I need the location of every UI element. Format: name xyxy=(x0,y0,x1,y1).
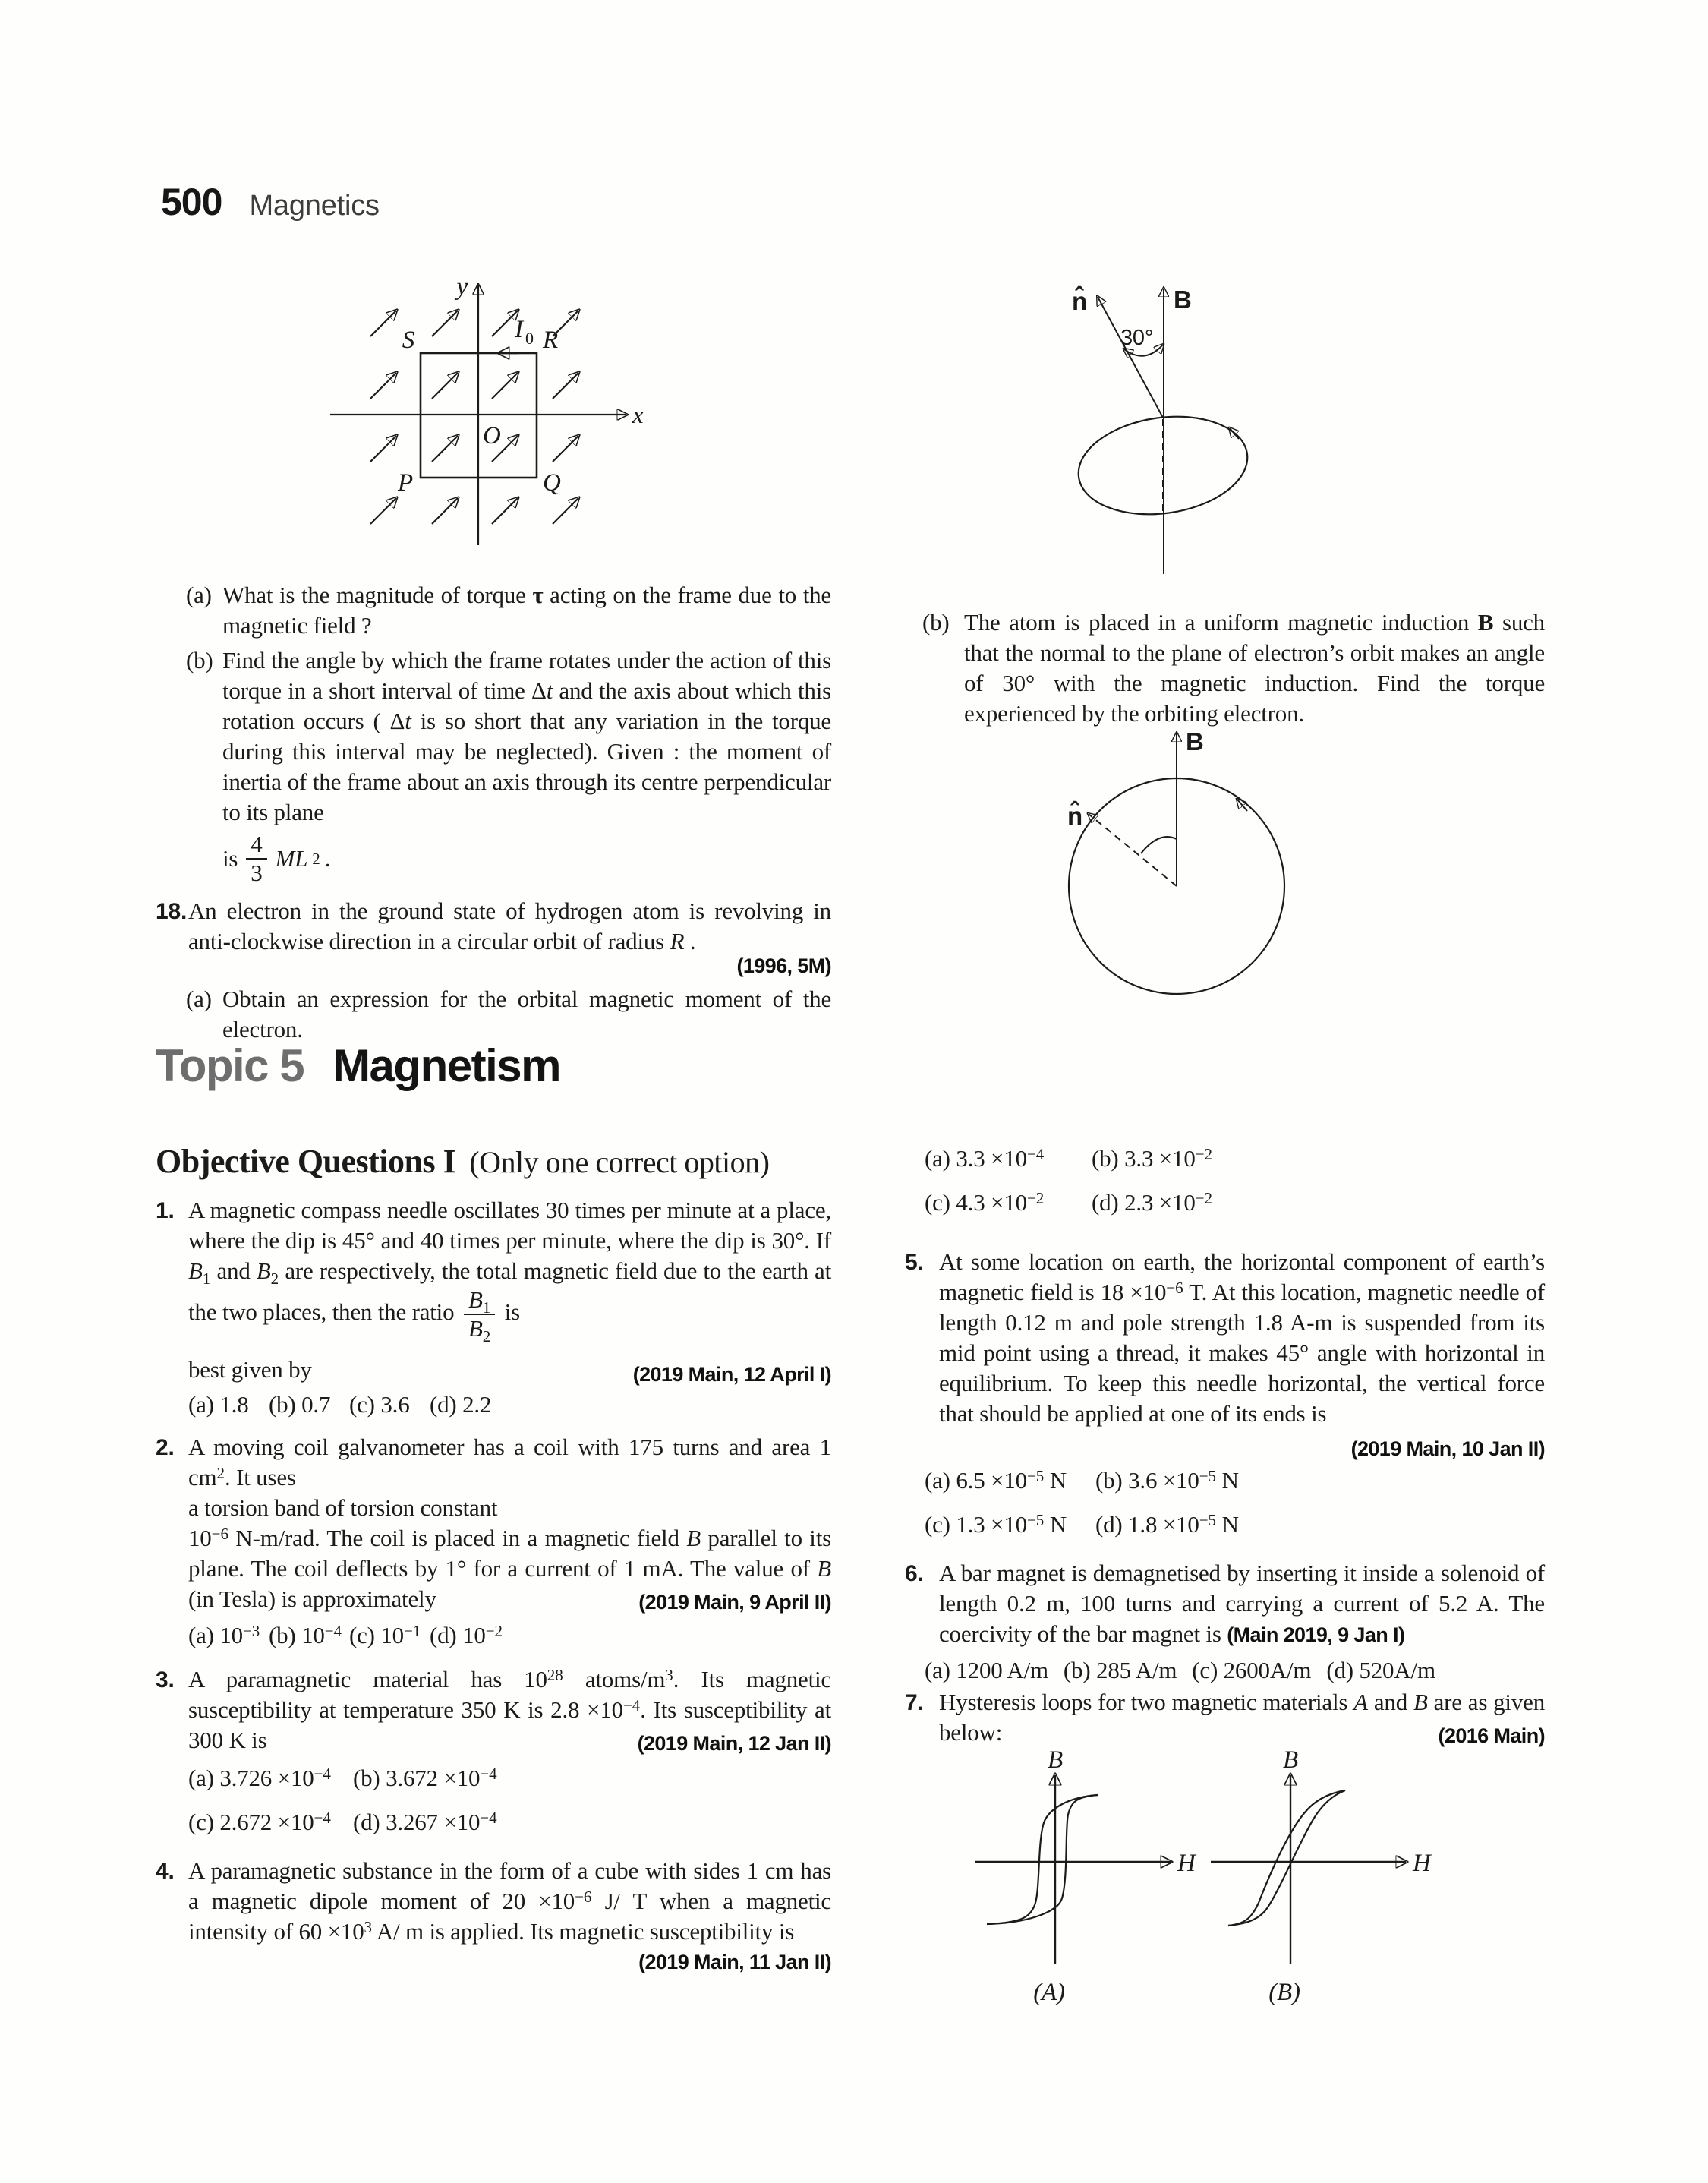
option-c: (c) 3.6 xyxy=(349,1391,410,1418)
question-text: A magnetic compass needle oscillates 30 times per minute at a place, where the dip is 45° and 40 times per minute, where the dip is 30°. If $B_1$ and $B_2$ are respectively, the total magnetic field due to the earth at the two places, then the ratio $\frac{B_1}{B_2}$ is xyxy=(188,1197,831,1345)
normal-vector-dashed-arrow xyxy=(1089,814,1177,886)
question-text: At some location on earth, the horizontal component of earth’s magnetic field is $18 \times 10^{-6}$ T. At this location, magnetic needle of length 0.12 m and pole strength 1.8 A-m is suspended from its mid point using a thread, it makes 45° angle with horizontal in equilibrium. To keep this needle horizontal, the vertical force that should be applied at one of its ends is xyxy=(939,1248,1545,1427)
item-text: Obtain an expression for the orbital magnetic moment of the electron. xyxy=(222,986,831,1043)
field-arrow xyxy=(553,498,578,524)
question-4 xyxy=(156,1856,831,1947)
question-number: 2. xyxy=(156,1435,175,1460)
field-arrow xyxy=(370,436,396,462)
question-18 xyxy=(156,896,831,957)
field-arrow xyxy=(432,436,458,462)
b-field-label: B xyxy=(1174,285,1192,314)
question-number: 5. xyxy=(905,1250,924,1275)
question-18-part-b xyxy=(922,607,1545,729)
question-number: 4. xyxy=(156,1859,175,1884)
b-axis-label: B xyxy=(1048,1746,1063,1774)
option-b: (b) $3.6 \times 10^{-5}$ N xyxy=(1095,1467,1239,1494)
question-3-options xyxy=(188,1763,518,1838)
option-d: (d) 2.2 xyxy=(430,1391,492,1418)
section-heading xyxy=(156,1143,770,1180)
angle-label: 30° xyxy=(1120,326,1154,350)
figure-current-frame-in-field xyxy=(319,270,660,582)
option-a: (a) $3.3 \times 10^{-4}$ xyxy=(925,1145,1045,1172)
exam-tag: (2019 Main, 11 Jan II) xyxy=(638,1951,831,1973)
field-arrow xyxy=(492,373,518,399)
b-field-label: B xyxy=(1186,727,1204,756)
item-text: What is the magnitude of torque τ acting on the frame due to the magnetic field ? xyxy=(222,582,831,639)
normal-vector-label: n̂ xyxy=(1067,802,1082,830)
question-6-options xyxy=(925,1655,1435,1686)
exam-tag: (1996, 5M) xyxy=(736,954,831,977)
question-5-options xyxy=(925,1465,1266,1540)
field-arrow xyxy=(432,311,458,336)
frame-question-part-b xyxy=(186,645,831,828)
page-number: 500 xyxy=(161,181,222,223)
y-axis-label: y xyxy=(456,273,468,301)
option-c: (c) $2.672 \times 10^{-4}$ xyxy=(188,1809,331,1835)
section-title: Objective Questions I xyxy=(156,1143,456,1180)
question-number: 18. xyxy=(156,899,188,924)
field-arrow xyxy=(370,498,396,524)
normal-vector-label: n̂ xyxy=(1072,287,1087,315)
orbit-direction-arrow xyxy=(1230,428,1239,439)
figure-hysteresis-b xyxy=(1199,1746,1431,2015)
page-header xyxy=(161,181,380,223)
exam-tag: (2019 Main, 12 April I) xyxy=(632,1363,831,1386)
option-a: (a) $10^{-3}$ xyxy=(188,1622,260,1648)
option-d: (d) $2.3 \times 10^{-2}$ xyxy=(1092,1189,1213,1216)
field-arrow xyxy=(492,311,518,336)
field-arrow xyxy=(553,311,578,336)
question-number: 3. xyxy=(156,1667,175,1692)
exam-tag: (2016 Main) xyxy=(1438,1724,1545,1747)
question-6 xyxy=(905,1558,1545,1650)
hysteresis-loop-branch xyxy=(1228,1790,1345,1926)
option-d: (d) $1.8 \times 10^{-5}$ N xyxy=(1095,1511,1239,1538)
field-arrow xyxy=(370,311,396,336)
field-arrow xyxy=(432,373,458,399)
moment-of-inertia-expression: is $\frac{4}{3}$ ML 2 . xyxy=(222,831,331,886)
b-axis-label: B xyxy=(1283,1746,1298,1774)
hysteresis-loop-branch xyxy=(987,1795,1098,1924)
question-text: A moving coil galvanometer has a coil with 175 turns and area 1 $cm^2$. It uses a torsion band of torsion constant $10^{-6}$ N-m/rad. The coil is placed in a magnetic field B parallel to its plane. The coil deflects by 1° for a current of 1 mA. The value of B (in Tesla) is approximately xyxy=(188,1434,832,1612)
question-text: A paramagnetic material has $10^{28}$ atoms/$m^3$. Its magnetic susceptibility at temperature 350 K is $2.8 \times 10^{-4}$. Its susceptibility at 300 K is xyxy=(188,1666,831,1753)
origin-label: O xyxy=(483,422,501,450)
item-text: Find the angle by which the frame rotates under the action of this torque in a short interval of time Δt and the axis about which this rotation occurs ( Δt is so short that any variation in the torque during this interval may be neglected). Given : the moment of inertia of the frame about an axis through its centre perpendicular to its plane xyxy=(222,647,831,825)
topic-title: Magnetism xyxy=(332,1040,560,1091)
current-label-subscript: 0 xyxy=(525,329,534,348)
option-b: (b) $3.672 \times 10^{-4}$ xyxy=(353,1765,497,1791)
field-arrow xyxy=(553,373,578,399)
option-c: (c) $1.3 \times 10^{-5}$ N xyxy=(925,1511,1067,1538)
question-text: An electron in the ground state of hydrogen atom is revolving in anti-clockwise direction in a circular orbit of radius R . xyxy=(188,897,831,954)
frame-question-part-a xyxy=(186,580,831,641)
hysteresis-loop-branch xyxy=(987,1795,1098,1924)
topic-heading xyxy=(156,1040,560,1091)
corner-s-label: S xyxy=(402,327,414,354)
field-arrow xyxy=(553,436,578,462)
field-arrow xyxy=(492,498,518,524)
option-d: (d) 520A/m xyxy=(1326,1657,1435,1683)
question-number: 6. xyxy=(905,1561,924,1586)
question-text: Hysteresis loops for two magnetic materials A and B are as given below: xyxy=(939,1689,1546,1746)
option-d: (d) $10^{-2}$ xyxy=(430,1622,503,1648)
subfigure-label: (A) xyxy=(1033,1979,1065,2006)
h-axis-label: H xyxy=(1177,1850,1196,1877)
angle-arc xyxy=(1141,837,1177,853)
exam-tag: (2019 Main, 9 April II) xyxy=(638,1591,831,1614)
question-number: 7. xyxy=(905,1690,924,1715)
option-b: (b) $3.3 \times 10^{-2}$ xyxy=(1092,1145,1213,1172)
exam-tag: (2019 Main, 12 Jan II) xyxy=(637,1732,831,1755)
topic-label: Topic 5 xyxy=(156,1040,304,1091)
question-1 xyxy=(156,1195,831,1345)
option-b: (b) 0.7 xyxy=(269,1391,331,1418)
question-4-options xyxy=(925,1144,1259,1218)
corner-r-label: R xyxy=(543,327,558,354)
item-label: (b) xyxy=(186,647,213,674)
question-text: A bar magnet is demagnetised by inserting it inside a solenoid of length 0.2 m, 100 turns and carrying a current of 5.2 A. The coercivity of the bar magnet is (Main 2019, 9 Jan I) xyxy=(939,1560,1545,1647)
item-text: The atom is placed in a uniform magnetic induction B such that the normal to the plane of electron’s orbit makes an angle of 30° with the magnetic induction. Find the torque experienced by the orbiting electron. xyxy=(964,609,1545,727)
field-arrow xyxy=(370,373,396,399)
option-d: (d) $3.267 \times 10^{-4}$ xyxy=(353,1809,497,1835)
x-axis-label: x xyxy=(632,402,644,429)
question-1-options xyxy=(188,1390,510,1420)
option-a: (a) 1.8 xyxy=(188,1391,249,1418)
item-label: (b) xyxy=(922,609,950,636)
question-text: A paramagnetic substance in the form of a cube with sides 1 cm has a magnetic dipole moment of $20 \times 10^{-6}$ J/ T when a magnetic intensity of $60 \times 10^3$ A/ m is applied. Its magnetic susceptibility is xyxy=(188,1857,831,1945)
question-5 xyxy=(905,1247,1545,1429)
question-2-options xyxy=(188,1620,510,1651)
h-axis-label: H xyxy=(1413,1850,1431,1877)
corner-p-label: P xyxy=(398,469,413,497)
option-a: (a) 1200 A/m xyxy=(925,1657,1048,1683)
option-a: (a) $3.726 \times 10^{-4}$ xyxy=(188,1765,331,1791)
figure-orbit-circle-normal xyxy=(1055,723,1306,1019)
question-number: 1. xyxy=(156,1198,175,1223)
option-a: (a) $6.5 \times 10^{-5}$ N xyxy=(925,1467,1067,1494)
option-b: (b) $10^{-4}$ xyxy=(269,1622,342,1648)
subfigure-label: (B) xyxy=(1268,1979,1300,2006)
normal-vector-arrow xyxy=(1098,297,1163,418)
question-1-trail: best given by xyxy=(188,1356,312,1383)
field-arrow xyxy=(432,498,458,524)
section-subtitle: (Only one correct option) xyxy=(469,1145,770,1179)
option-c: (c) 2600A/m xyxy=(1192,1657,1312,1683)
question-18-part-a xyxy=(186,984,831,1045)
item-label: (a) xyxy=(186,582,212,608)
corner-q-label: Q xyxy=(543,469,561,497)
current-label: I xyxy=(515,316,523,343)
figure-hysteresis-a xyxy=(964,1746,1196,2015)
figure-orbit-normal-30deg xyxy=(1048,278,1298,597)
hysteresis-loop-branch xyxy=(1228,1790,1345,1926)
option-c: (c) $10^{-1}$ xyxy=(349,1622,421,1648)
option-b: (b) 285 A/m xyxy=(1063,1657,1177,1683)
exam-tag: (2019 Main, 10 Jan II) xyxy=(1350,1437,1545,1460)
chapter-title: Magnetics xyxy=(249,190,380,222)
item-label: (a) xyxy=(186,986,212,1012)
option-c: (c) $4.3 \times 10^{-2}$ xyxy=(925,1189,1045,1216)
